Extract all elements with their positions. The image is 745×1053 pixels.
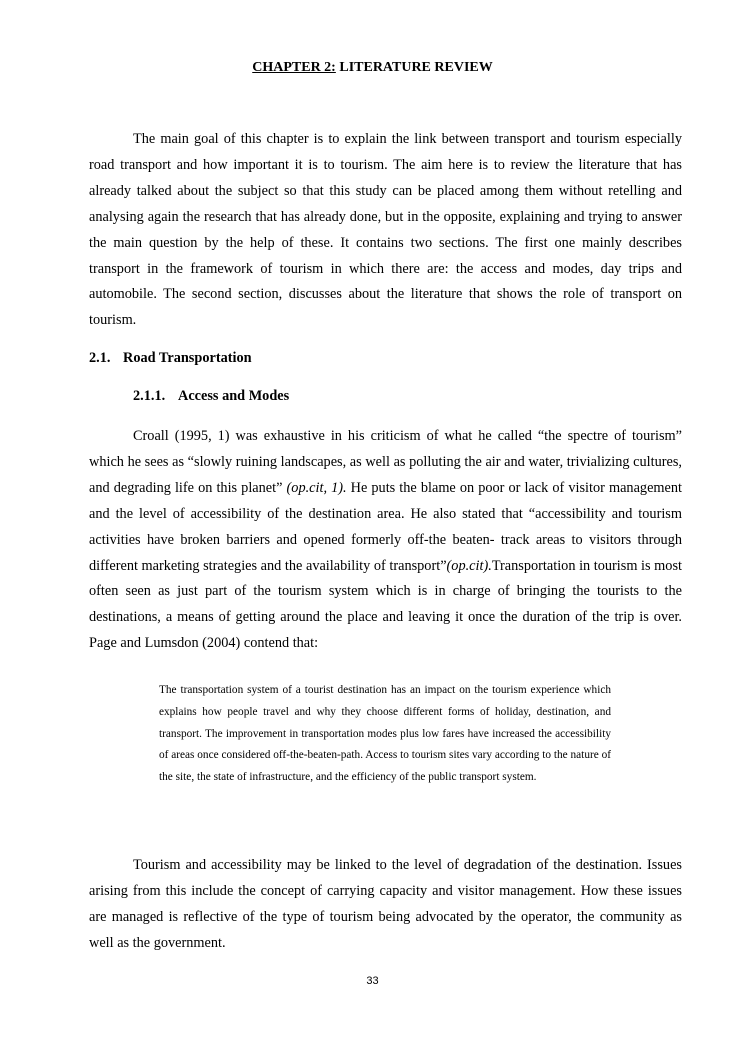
- body-paragraph-2: [89, 853, 682, 957]
- subsection-heading: [133, 388, 289, 405]
- body1-part3: Transportation in tourism is most often seen as just part of the tourism system which is in charge of bringing the tourists to the destinations, a means of getting around the place and leaving it once the duration of the trip is over. Page and Lumsdon (2004) contend that:: [89, 557, 682, 652]
- chapter-title: LITERATURE REVIEW: [339, 60, 493, 75]
- section-heading: [89, 350, 252, 367]
- intro-paragraph: [89, 127, 682, 334]
- section-number: 2.1.: [89, 350, 111, 366]
- page-number: 33: [366, 975, 379, 987]
- citation-2: (op.cit).: [446, 557, 492, 574]
- body1-part2: He puts the blame on poor or lack of visitor management and the level of accessibility of the destination area. He also stated that “accessibility and tourism activities have broken barriers and opened formerly off-the beaten- track areas to visitors through different marketing strategies and the availability of transport”: [89, 479, 682, 574]
- intro-text: The main goal of this chapter is to explain the link between transport and tourism especially road transport and how important it is to tourism. The aim here is to review the literature that has already talked about the subject so that this study can be placed among them without retelling and analysing again the research that has already done, but in the opposite, explaining and trying to answer the main question by the help of these. It contains two sections. The first one mainly describes transport in the framework of tourism in which there are: the access and modes, day trips and automobile. The second section, discusses about the literature that shows the role of transport on tourism.: [89, 131, 682, 329]
- chapter-label: CHAPTER 2:: [252, 60, 336, 75]
- chapter-heading: [0, 60, 745, 76]
- body-paragraph-1: [89, 424, 682, 657]
- body2-text: Tourism and accessibility may be linked to the level of degradation of the destination. Issues arising from this include the concept of carrying capacity and visitor management. How these issues are managed is reflective of the type of tourism being advocated by the operator, the community as well as the government.: [89, 857, 682, 951]
- body1-part1: Croall (1995, 1) was exhaustive in his criticism of what he called “the spectre of tourism” which he sees as “slowly ruining landscapes, as well as polluting the air and water, trivializing cultures, and degrading life on this planet”: [89, 428, 682, 496]
- citation-1: (op.cit, 1).: [286, 479, 347, 496]
- block-quote: The transportation system of a tourist destination has an impact on the tourism experience which explains how people travel and why they choose different forms of holiday, destination, and transport. The improvement in transportation modes plus low fares have increased the accessibility of areas once considered off-the-beaten-path. Access to tourism sites vary according to the nature of the site, the state of infrastructure, and the efficiency of the public transport system.: [159, 684, 611, 784]
- subsection-title: Access and Modes: [178, 388, 290, 404]
- subsection-number: 2.1.1.: [133, 388, 166, 404]
- section-title: Road Transportation: [123, 350, 252, 366]
